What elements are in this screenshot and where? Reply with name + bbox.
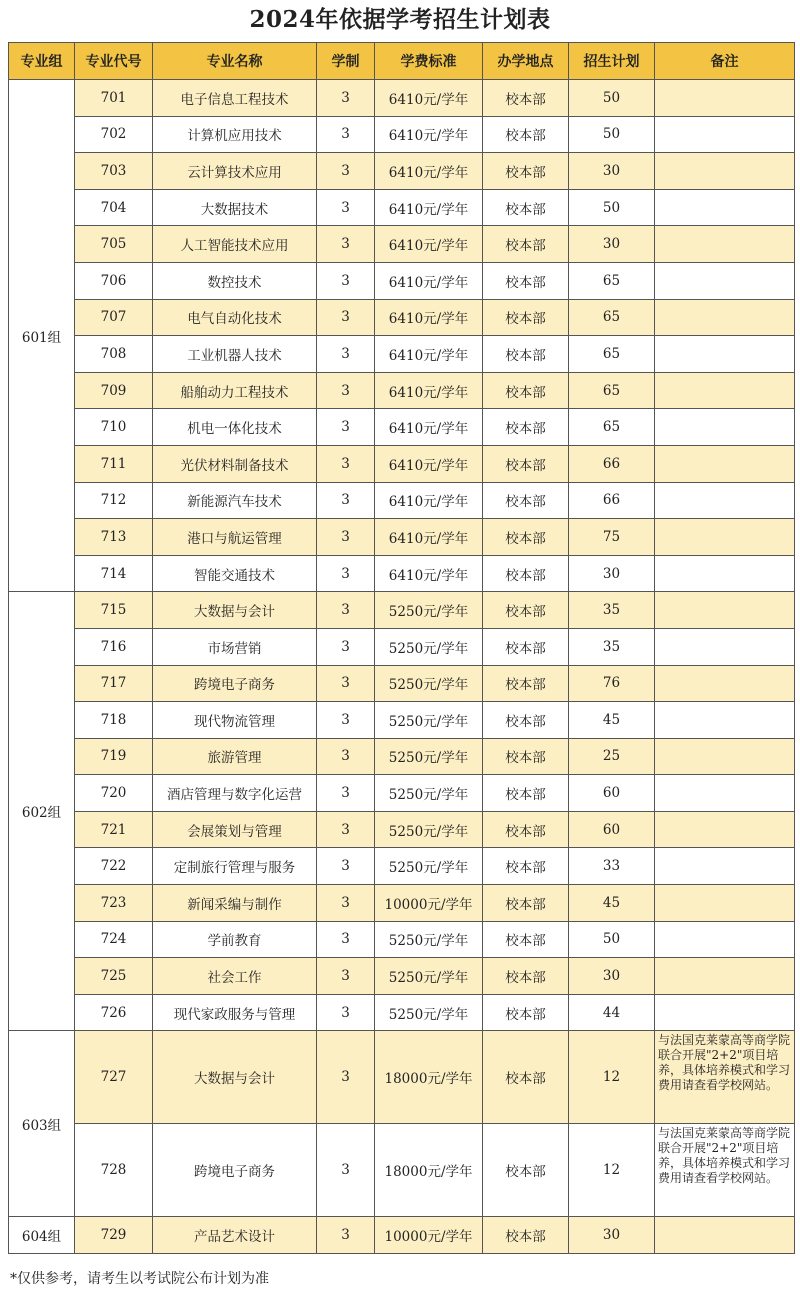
- table-row: [9, 153, 795, 190]
- tuition-fee-cell: 5250元/学年: [375, 848, 483, 885]
- location-cell: 校本部: [483, 811, 569, 848]
- major-name-cell: 旅游管理: [153, 738, 317, 775]
- enrollment-plan-cell: 12: [569, 1031, 655, 1124]
- tuition-fee-cell: 6410元/学年: [375, 226, 483, 263]
- enrollment-plan-cell: 50: [569, 189, 655, 226]
- location-cell: 校本部: [483, 1031, 569, 1124]
- footnote: *仅供参考，请考生以考试院公布计划为准: [10, 1271, 269, 1288]
- major-code-cell: 714: [75, 555, 153, 592]
- years-cell: 3: [317, 994, 375, 1031]
- table-row: [9, 116, 795, 153]
- enrollment-plan-cell: 66: [569, 482, 655, 519]
- tuition-fee-cell: 6410元/学年: [375, 189, 483, 226]
- page-title: 2024年依据学考招生计划表: [249, 6, 551, 33]
- location-cell: 校本部: [483, 592, 569, 629]
- major-name-cell: 光伏材料制备技术: [153, 445, 317, 482]
- enrollment-plan-cell: 35: [569, 628, 655, 665]
- years-cell: 3: [317, 665, 375, 702]
- years-cell: 3: [317, 702, 375, 739]
- remark-cell: [655, 811, 795, 848]
- major-code-cell: 704: [75, 189, 153, 226]
- location-cell: 校本部: [483, 848, 569, 885]
- enrollment-plan-cell: 50: [569, 80, 655, 117]
- remark-cell: [655, 848, 795, 885]
- tuition-fee-cell: 5250元/学年: [375, 958, 483, 995]
- years-cell: 3: [317, 775, 375, 812]
- remark-cell: 与法国克莱蒙高等商学院联合开展"2+2"项目培养，具体培养模式和学习费用请查看学校网站。: [655, 1124, 795, 1217]
- remark-cell: [655, 958, 795, 995]
- table-row: [9, 994, 795, 1031]
- enrollment-plan-cell: 65: [569, 336, 655, 373]
- tuition-fee-cell: 10000元/学年: [375, 885, 483, 922]
- major-code-cell: 710: [75, 409, 153, 446]
- table-row: [9, 555, 795, 592]
- table-row: [9, 262, 795, 299]
- major-name-cell: 新能源汽车技术: [153, 482, 317, 519]
- remark-cell: [655, 482, 795, 519]
- group-cell: 604组: [9, 1217, 75, 1254]
- years-cell: 3: [317, 1217, 375, 1254]
- table-row: [9, 445, 795, 482]
- remark-cell: [655, 519, 795, 556]
- major-name-cell: 会展策划与管理: [153, 811, 317, 848]
- enrollment-plan-cell: 75: [569, 519, 655, 556]
- remark-cell: [655, 1217, 795, 1254]
- years-cell: 3: [317, 189, 375, 226]
- years-cell: 3: [317, 482, 375, 519]
- tuition-fee-cell: 10000元/学年: [375, 1217, 483, 1254]
- major-name-cell: 大数据技术: [153, 189, 317, 226]
- remark-cell: [655, 299, 795, 336]
- major-code-cell: 726: [75, 994, 153, 1031]
- tuition-fee-cell: 5250元/学年: [375, 775, 483, 812]
- location-cell: 校本部: [483, 958, 569, 995]
- header-location: 办学地点: [483, 43, 569, 80]
- major-name-cell: 人工智能技术应用: [153, 226, 317, 263]
- major-name-cell: 新闻采编与制作: [153, 885, 317, 922]
- location-cell: 校本部: [483, 299, 569, 336]
- header-code: 专业代号: [75, 43, 153, 80]
- major-name-cell: 电子信息工程技术: [153, 80, 317, 117]
- tuition-fee-cell: 6410元/学年: [375, 336, 483, 373]
- enrollment-plan-cell: 76: [569, 665, 655, 702]
- major-code-cell: 722: [75, 848, 153, 885]
- table-row: [9, 372, 795, 409]
- major-name-cell: 社会工作: [153, 958, 317, 995]
- years-cell: 3: [317, 958, 375, 995]
- table-row: [9, 738, 795, 775]
- remark-cell: [655, 336, 795, 373]
- enrollment-plan-cell: 65: [569, 299, 655, 336]
- tuition-fee-cell: 6410元/学年: [375, 409, 483, 446]
- location-cell: 校本部: [483, 775, 569, 812]
- tuition-fee-cell: 18000元/学年: [375, 1124, 483, 1217]
- tuition-fee-cell: 6410元/学年: [375, 555, 483, 592]
- years-cell: 3: [317, 921, 375, 958]
- remark-cell: [655, 775, 795, 812]
- table-row: [9, 702, 795, 739]
- table-row: [9, 848, 795, 885]
- enrollment-plan-table: [8, 42, 795, 1254]
- location-cell: 校本部: [483, 409, 569, 446]
- group-cell: 602组: [9, 592, 75, 1031]
- major-name-cell: 云计算技术应用: [153, 153, 317, 190]
- major-code-cell: 713: [75, 519, 153, 556]
- location-cell: 校本部: [483, 1217, 569, 1254]
- years-cell: 3: [317, 116, 375, 153]
- header-fee: 学费标准: [375, 43, 483, 80]
- major-code-cell: 715: [75, 592, 153, 629]
- location-cell: 校本部: [483, 372, 569, 409]
- major-code-cell: 708: [75, 336, 153, 373]
- major-code-cell: 724: [75, 921, 153, 958]
- major-code-cell: 701: [75, 80, 153, 117]
- remark-cell: [655, 80, 795, 117]
- enrollment-plan-cell: 45: [569, 702, 655, 739]
- enrollment-plan-cell: 12: [569, 1124, 655, 1217]
- table-row: [9, 775, 795, 812]
- major-name-cell: 产品艺术设计: [153, 1217, 317, 1254]
- remark-cell: [655, 262, 795, 299]
- header-years: 学制: [317, 43, 375, 80]
- major-code-cell: 723: [75, 885, 153, 922]
- major-name-cell: 大数据与会计: [153, 1031, 317, 1124]
- tuition-fee-cell: 6410元/学年: [375, 299, 483, 336]
- major-code-cell: 727: [75, 1031, 153, 1124]
- major-name-cell: 电气自动化技术: [153, 299, 317, 336]
- header-note: 备注: [655, 43, 795, 80]
- major-name-cell: 现代物流管理: [153, 702, 317, 739]
- tuition-fee-cell: 5250元/学年: [375, 994, 483, 1031]
- remark-cell: [655, 445, 795, 482]
- table-row: [9, 958, 795, 995]
- tuition-fee-cell: 6410元/学年: [375, 116, 483, 153]
- group-cell: 601组: [9, 80, 75, 592]
- remark-cell: 与法国克莱蒙高等商学院联合开展"2+2"项目培养，具体培养模式和学习费用请查看学校网站。: [655, 1031, 795, 1124]
- enrollment-plan-cell: 30: [569, 153, 655, 190]
- table-row: [9, 592, 795, 629]
- table-row: [9, 482, 795, 519]
- major-code-cell: 721: [75, 811, 153, 848]
- table-row: [9, 299, 795, 336]
- years-cell: 3: [317, 336, 375, 373]
- table-row: [9, 80, 795, 117]
- tuition-fee-cell: 5250元/学年: [375, 811, 483, 848]
- table-row: [9, 628, 795, 665]
- years-cell: 3: [317, 299, 375, 336]
- location-cell: 校本部: [483, 994, 569, 1031]
- major-name-cell: 计算机应用技术: [153, 116, 317, 153]
- location-cell: 校本部: [483, 445, 569, 482]
- table-row: [9, 885, 795, 922]
- remark-cell: [655, 702, 795, 739]
- location-cell: 校本部: [483, 1124, 569, 1217]
- major-code-cell: 711: [75, 445, 153, 482]
- enrollment-plan-cell: 33: [569, 848, 655, 885]
- major-code-cell: 703: [75, 153, 153, 190]
- remark-cell: [655, 738, 795, 775]
- remark-cell: [655, 921, 795, 958]
- major-name-cell: 智能交通技术: [153, 555, 317, 592]
- years-cell: 3: [317, 592, 375, 629]
- location-cell: 校本部: [483, 738, 569, 775]
- location-cell: 校本部: [483, 226, 569, 263]
- enrollment-plan-cell: 45: [569, 885, 655, 922]
- tuition-fee-cell: 5250元/学年: [375, 702, 483, 739]
- location-cell: 校本部: [483, 116, 569, 153]
- major-name-cell: 跨境电子商务: [153, 665, 317, 702]
- major-code-cell: 705: [75, 226, 153, 263]
- tuition-fee-cell: 5250元/学年: [375, 592, 483, 629]
- group-cell: 603组: [9, 1031, 75, 1217]
- tuition-fee-cell: 18000元/学年: [375, 1031, 483, 1124]
- table-body: [9, 80, 795, 1254]
- table-row: [9, 409, 795, 446]
- table-row: [9, 1217, 795, 1254]
- location-cell: 校本部: [483, 921, 569, 958]
- location-cell: 校本部: [483, 665, 569, 702]
- major-name-cell: 港口与航运管理: [153, 519, 317, 556]
- major-name-cell: 学前教育: [153, 921, 317, 958]
- remark-cell: [655, 409, 795, 446]
- location-cell: 校本部: [483, 80, 569, 117]
- location-cell: 校本部: [483, 482, 569, 519]
- remark-cell: [655, 665, 795, 702]
- major-name-cell: 市场营销: [153, 628, 317, 665]
- years-cell: 3: [317, 811, 375, 848]
- major-name-cell: 定制旅行管理与服务: [153, 848, 317, 885]
- location-cell: 校本部: [483, 336, 569, 373]
- remark-cell: [655, 372, 795, 409]
- enrollment-plan-cell: 65: [569, 262, 655, 299]
- years-cell: 3: [317, 628, 375, 665]
- years-cell: 3: [317, 738, 375, 775]
- remark-cell: [655, 628, 795, 665]
- enrollment-plan-cell: 66: [569, 445, 655, 482]
- tuition-fee-cell: 6410元/学年: [375, 153, 483, 190]
- major-name-cell: 大数据与会计: [153, 592, 317, 629]
- remark-cell: [655, 189, 795, 226]
- table-row: [9, 811, 795, 848]
- enrollment-plan-cell: 25: [569, 738, 655, 775]
- remark-cell: [655, 153, 795, 190]
- tuition-fee-cell: 6410元/学年: [375, 262, 483, 299]
- tuition-fee-cell: 5250元/学年: [375, 628, 483, 665]
- location-cell: 校本部: [483, 628, 569, 665]
- major-name-cell: 现代家政服务与管理: [153, 994, 317, 1031]
- enrollment-plan-cell: 50: [569, 921, 655, 958]
- enrollment-plan-cell: 65: [569, 372, 655, 409]
- location-cell: 校本部: [483, 519, 569, 556]
- major-code-cell: 716: [75, 628, 153, 665]
- enrollment-plan-cell: 30: [569, 226, 655, 263]
- location-cell: 校本部: [483, 555, 569, 592]
- location-cell: 校本部: [483, 189, 569, 226]
- table-row: [9, 1031, 795, 1124]
- major-code-cell: 720: [75, 775, 153, 812]
- tuition-fee-cell: 5250元/学年: [375, 738, 483, 775]
- table-row: [9, 336, 795, 373]
- years-cell: 3: [317, 226, 375, 263]
- enrollment-plan-cell: 50: [569, 116, 655, 153]
- tuition-fee-cell: 6410元/学年: [375, 80, 483, 117]
- years-cell: 3: [317, 555, 375, 592]
- major-code-cell: 706: [75, 262, 153, 299]
- years-cell: 3: [317, 445, 375, 482]
- years-cell: 3: [317, 1031, 375, 1124]
- tuition-fee-cell: 6410元/学年: [375, 445, 483, 482]
- major-name-cell: 机电一体化技术: [153, 409, 317, 446]
- enrollment-plan-cell: 30: [569, 1217, 655, 1254]
- major-name-cell: 船舶动力工程技术: [153, 372, 317, 409]
- years-cell: 3: [317, 409, 375, 446]
- major-code-cell: 707: [75, 299, 153, 336]
- major-code-cell: 717: [75, 665, 153, 702]
- major-code-cell: 712: [75, 482, 153, 519]
- years-cell: 3: [317, 885, 375, 922]
- header-plan: 招生计划: [569, 43, 655, 80]
- years-cell: 3: [317, 372, 375, 409]
- remark-cell: [655, 226, 795, 263]
- years-cell: 3: [317, 519, 375, 556]
- years-cell: 3: [317, 262, 375, 299]
- table-row: [9, 1124, 795, 1217]
- major-name-cell: 酒店管理与数字化运营: [153, 775, 317, 812]
- tuition-fee-cell: 6410元/学年: [375, 482, 483, 519]
- location-cell: 校本部: [483, 153, 569, 190]
- enrollment-plan-cell: 30: [569, 958, 655, 995]
- enrollment-plan-cell: 44: [569, 994, 655, 1031]
- location-cell: 校本部: [483, 885, 569, 922]
- header-major-name: 专业名称: [153, 43, 317, 80]
- remark-cell: [655, 555, 795, 592]
- tuition-fee-cell: 6410元/学年: [375, 519, 483, 556]
- major-code-cell: 709: [75, 372, 153, 409]
- enrollment-plan-cell: 60: [569, 811, 655, 848]
- major-name-cell: 跨境电子商务: [153, 1124, 317, 1217]
- major-code-cell: 728: [75, 1124, 153, 1217]
- table-row: [9, 921, 795, 958]
- table-row: [9, 189, 795, 226]
- major-name-cell: 工业机器人技术: [153, 336, 317, 373]
- major-code-cell: 718: [75, 702, 153, 739]
- table-row: [9, 519, 795, 556]
- remark-cell: [655, 994, 795, 1031]
- enrollment-plan-cell: 65: [569, 409, 655, 446]
- years-cell: 3: [317, 848, 375, 885]
- table-header-row: [9, 43, 795, 80]
- major-code-cell: 725: [75, 958, 153, 995]
- tuition-fee-cell: 5250元/学年: [375, 921, 483, 958]
- tuition-fee-cell: 6410元/学年: [375, 372, 483, 409]
- table-row: [9, 226, 795, 263]
- enrollment-plan-cell: 35: [569, 592, 655, 629]
- years-cell: 3: [317, 153, 375, 190]
- location-cell: 校本部: [483, 702, 569, 739]
- tuition-fee-cell: 5250元/学年: [375, 665, 483, 702]
- table-row: [9, 665, 795, 702]
- location-cell: 校本部: [483, 262, 569, 299]
- enrollment-plan-cell: 60: [569, 775, 655, 812]
- major-name-cell: 数控技术: [153, 262, 317, 299]
- years-cell: 3: [317, 1124, 375, 1217]
- major-code-cell: 729: [75, 1217, 153, 1254]
- enrollment-plan-cell: 30: [569, 555, 655, 592]
- major-code-cell: 702: [75, 116, 153, 153]
- remark-cell: [655, 116, 795, 153]
- major-code-cell: 719: [75, 738, 153, 775]
- header-group: 专业组: [9, 43, 75, 80]
- remark-cell: [655, 592, 795, 629]
- remark-cell: [655, 885, 795, 922]
- years-cell: 3: [317, 80, 375, 117]
